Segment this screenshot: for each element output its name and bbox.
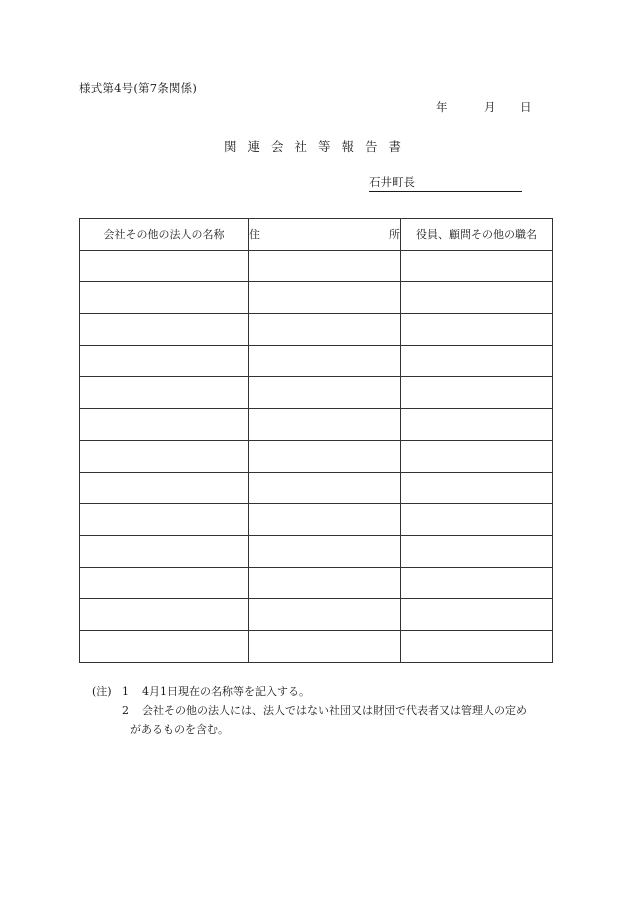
table-row bbox=[80, 440, 553, 472]
note-number: 1 bbox=[122, 685, 129, 698]
cell-position[interactable] bbox=[401, 567, 553, 599]
table-row bbox=[80, 599, 553, 631]
addressee: 石井町長 bbox=[369, 174, 522, 192]
cell-address[interactable] bbox=[249, 250, 401, 282]
cell-position[interactable] bbox=[401, 535, 553, 567]
cell-address[interactable] bbox=[249, 472, 401, 504]
cell-position[interactable] bbox=[401, 345, 553, 377]
cell-address[interactable] bbox=[249, 599, 401, 631]
cell-address[interactable] bbox=[249, 377, 401, 409]
table-body bbox=[80, 250, 553, 662]
cell-position[interactable] bbox=[401, 440, 553, 472]
cell-position[interactable] bbox=[401, 282, 553, 314]
table-row bbox=[80, 345, 553, 377]
cell-company-name[interactable] bbox=[80, 250, 249, 282]
cell-company-name[interactable] bbox=[80, 472, 249, 504]
cell-position[interactable] bbox=[401, 630, 553, 662]
table-row bbox=[80, 409, 553, 441]
cell-company-name[interactable] bbox=[80, 282, 249, 314]
note-continuation: があるものを含む。 bbox=[130, 723, 229, 736]
table-row bbox=[80, 630, 553, 662]
cell-address[interactable] bbox=[249, 567, 401, 599]
cell-position[interactable] bbox=[401, 409, 553, 441]
report-table bbox=[79, 218, 553, 663]
date-line bbox=[436, 99, 532, 115]
cell-company-name[interactable] bbox=[80, 440, 249, 472]
cell-company-name[interactable] bbox=[80, 409, 249, 441]
document-title: 関連会社等報告書 bbox=[223, 139, 412, 154]
header-address-right: 所 bbox=[389, 228, 400, 242]
table-row bbox=[80, 250, 553, 282]
cell-position[interactable] bbox=[401, 599, 553, 631]
table-row bbox=[80, 567, 553, 599]
notes bbox=[92, 682, 527, 739]
header-position: 役員、顧問その他の職名 bbox=[401, 219, 553, 251]
header-address bbox=[249, 219, 401, 251]
cell-company-name[interactable] bbox=[80, 504, 249, 536]
cell-position[interactable] bbox=[401, 250, 553, 282]
cell-address[interactable] bbox=[249, 630, 401, 662]
note-item bbox=[92, 701, 527, 720]
note-text: 会社その他の法人には、法人ではない社団又は財団で代表者又は管理人の定め bbox=[142, 704, 527, 717]
cell-address[interactable] bbox=[249, 314, 401, 346]
cell-address[interactable] bbox=[249, 535, 401, 567]
table-row bbox=[80, 282, 553, 314]
cell-company-name[interactable] bbox=[80, 345, 249, 377]
header-company-name: 会社その他の法人の名称 bbox=[80, 219, 249, 251]
header-address-left: 住 bbox=[249, 228, 260, 242]
table-row bbox=[80, 504, 553, 536]
cell-position[interactable] bbox=[401, 504, 553, 536]
note-item bbox=[92, 682, 527, 701]
note-prefix: (注) bbox=[92, 685, 112, 698]
cell-company-name[interactable] bbox=[80, 599, 249, 631]
cell-address[interactable] bbox=[249, 282, 401, 314]
table-row bbox=[80, 314, 553, 346]
cell-position[interactable] bbox=[401, 377, 553, 409]
date-day-label: 日 bbox=[520, 100, 532, 114]
cell-company-name[interactable] bbox=[80, 630, 249, 662]
cell-company-name[interactable] bbox=[80, 535, 249, 567]
table-header-row bbox=[80, 219, 553, 251]
cell-address[interactable] bbox=[249, 345, 401, 377]
table-row bbox=[80, 472, 553, 504]
cell-company-name[interactable] bbox=[80, 567, 249, 599]
form-number: 様式第4号(第7条関係) bbox=[79, 81, 198, 95]
date-year-label: 年 bbox=[436, 100, 448, 114]
cell-company-name[interactable] bbox=[80, 314, 249, 346]
cell-company-name[interactable] bbox=[80, 377, 249, 409]
note-text: 4月1日現在の名称等を記入する。 bbox=[142, 685, 310, 698]
date-month-label: 月 bbox=[484, 100, 496, 114]
note-number: 2 bbox=[122, 704, 129, 717]
table-row bbox=[80, 535, 553, 567]
table-row bbox=[80, 377, 553, 409]
cell-address[interactable] bbox=[249, 504, 401, 536]
cell-position[interactable] bbox=[401, 314, 553, 346]
cell-position[interactable] bbox=[401, 472, 553, 504]
cell-address[interactable] bbox=[249, 409, 401, 441]
cell-address[interactable] bbox=[249, 440, 401, 472]
